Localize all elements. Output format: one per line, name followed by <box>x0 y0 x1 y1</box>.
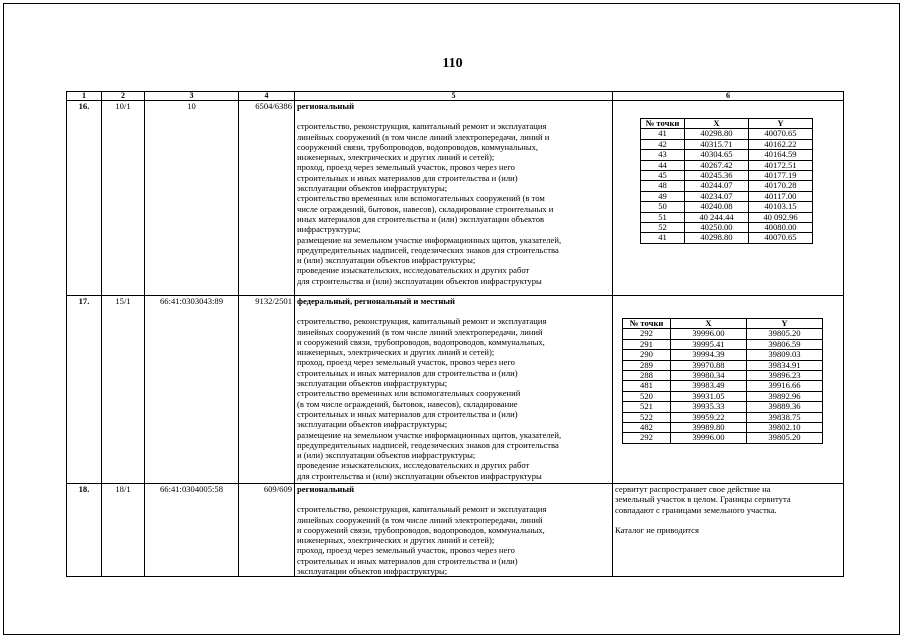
x-value: 39989.80 <box>671 423 747 433</box>
y-value: 39805.20 <box>747 433 823 443</box>
coordinate-row <box>641 191 813 201</box>
purpose-line: линейных сооружений (в том числе линий электропередачи, линий и <box>297 131 550 142</box>
x-value: 40234.07 <box>685 191 749 201</box>
area-value: 6504/6386 <box>239 101 295 296</box>
x-value: 40315.71 <box>685 139 749 149</box>
header-cell: 2 <box>102 92 145 101</box>
coordinate-row <box>641 233 813 243</box>
purpose-line: числе ограждений, бытовок, навесов), складирование строительных и <box>297 203 554 214</box>
coordinate-row <box>623 412 823 422</box>
coordinate-row <box>641 139 813 149</box>
y-value: 40080.00 <box>749 223 813 233</box>
point-id: 51 <box>641 212 685 222</box>
area-value: 9132/2501 <box>239 296 295 484</box>
y-value: 40 092.96 <box>749 212 813 222</box>
coordinates-table <box>622 318 823 444</box>
x-column-header: X <box>685 119 749 129</box>
page-number: 110 <box>442 56 463 71</box>
x-value: 39970.88 <box>671 360 747 370</box>
point-column-header: № точки <box>641 119 685 129</box>
point-id: 50 <box>641 202 685 212</box>
coordinate-row <box>623 371 823 381</box>
y-value: 39916.66 <box>747 381 823 391</box>
purpose-line: для строительства и (или) эксплуатации объектов инфраструктуры <box>297 470 542 481</box>
cadastral-number: 66:41:0303043:89 <box>145 296 239 484</box>
point-id: 41 <box>641 233 685 243</box>
y-value: 39802.10 <box>747 423 823 433</box>
point-id: 44 <box>641 160 685 170</box>
y-value: 39834.91 <box>747 360 823 370</box>
purpose-line: иных материалов для строительства и (или) эксплуатации объектов <box>297 213 545 224</box>
plot-number: 10/1 <box>102 101 145 296</box>
y-value: 40162.22 <box>749 139 813 149</box>
header-cell: 1 <box>67 92 102 101</box>
y-value: 40172.51 <box>749 160 813 170</box>
point-id: 482 <box>623 423 671 433</box>
purpose-line: строительство, реконструкция, капитальный ремонт и эксплуатация <box>297 316 547 327</box>
x-value: 40244.07 <box>685 181 749 191</box>
purpose-line: проход, проезд через земельный участок, провоз через него <box>297 545 515 556</box>
purpose-line: инженерных, электрических и других линий и сетей); <box>297 347 495 358</box>
purpose-line: проход, проезд через земельный участок, провоз через него <box>297 162 515 173</box>
point-id: 481 <box>623 381 671 391</box>
purpose-line: линейных сооружений (в том числе линий электропередачи, линий <box>297 514 543 525</box>
purpose-line: эксплуатации объектов инфраструктуры; <box>297 378 448 389</box>
purpose-line: строительных и иных материалов для строительства и (или) <box>297 408 518 419</box>
y-value: 40117.00 <box>749 191 813 201</box>
purpose-cell <box>295 101 613 296</box>
x-value: 39931.05 <box>671 391 747 401</box>
point-id: 291 <box>623 339 671 349</box>
servitude-type: федеральный, региональный и местный <box>297 296 455 306</box>
x-value: 40240.08 <box>685 202 749 212</box>
purpose-line: размещение на земельном участке информационных щитов, указателей, <box>297 234 562 245</box>
point-id: 292 <box>623 329 671 339</box>
cadastral-number: 66:41:0304005:58 <box>145 484 239 577</box>
servitude-note-line: земельный участок в целом. Границы сервитута <box>615 494 791 505</box>
purpose-line: линейных сооружений (в том числе линий электропередачи, линий <box>297 326 543 337</box>
x-value: 39996.00 <box>671 329 747 339</box>
header-cell: 5 <box>295 92 613 101</box>
y-value: 40170.28 <box>749 181 813 191</box>
purpose-line: и (или) эксплуатации объектов инфраструктуры; <box>297 450 476 461</box>
y-value: 39889.36 <box>747 402 823 412</box>
coordinate-row <box>623 433 823 443</box>
x-value: 39959.22 <box>671 412 747 422</box>
x-value: 40298.80 <box>685 233 749 243</box>
catalog-note: Каталог не приводится <box>615 524 699 535</box>
x-value: 40250.00 <box>685 223 749 233</box>
y-value: 39838.75 <box>747 412 823 422</box>
area-value: 609/609 <box>239 484 295 577</box>
plot-number: 18/1 <box>102 484 145 577</box>
coordinates-table <box>640 118 813 244</box>
purpose-line: эксплуатации объектов инфраструктуры; <box>297 419 448 430</box>
purpose-cell <box>295 296 613 484</box>
purpose-line: инфраструктуры; <box>297 224 361 235</box>
plot-number: 15/1 <box>102 296 145 484</box>
table-row <box>67 101 844 296</box>
purpose-line: (в том числе ограждений, бытовок, навесов), складирование <box>297 398 518 409</box>
row-number: 17. <box>67 296 102 484</box>
purpose-line: и сооружений связи, трубопроводов, водопроводов, коммунальных, <box>297 524 545 535</box>
y-value: 39892.96 <box>747 391 823 401</box>
coordinate-row <box>641 181 813 191</box>
coordinate-row <box>623 360 823 370</box>
coordinate-row <box>641 223 813 233</box>
purpose-line: размещение на земельном участке информационных щитов, указателей, <box>297 429 562 440</box>
x-value: 40298.80 <box>685 129 749 139</box>
x-value: 39996.00 <box>671 433 747 443</box>
x-value: 40267.42 <box>685 160 749 170</box>
coordinate-row <box>623 381 823 391</box>
coordinate-row <box>623 423 823 433</box>
point-id: 521 <box>623 402 671 412</box>
point-id: 42 <box>641 139 685 149</box>
purpose-line: строительных и иных материалов для строительства и (или) <box>297 172 518 183</box>
purpose-line: и (или) эксплуатации объектов инфраструктуры; <box>297 255 476 266</box>
servitude-note-line: совпадают с границами земельного участка. <box>615 504 777 515</box>
y-value: 39809.03 <box>747 350 823 360</box>
point-id: 49 <box>641 191 685 201</box>
y-column-header: Y <box>749 119 813 129</box>
y-value: 40103.15 <box>749 202 813 212</box>
purpose-cell <box>295 484 613 577</box>
point-id: 43 <box>641 150 685 160</box>
point-id: 45 <box>641 171 685 181</box>
purpose-line: инженерных, электрических и других линий и сетей); <box>297 535 495 546</box>
table-row <box>67 296 844 484</box>
point-id: 520 <box>623 391 671 401</box>
coordinate-row <box>641 160 813 170</box>
y-value: 40164.59 <box>749 150 813 160</box>
coordinate-row <box>623 339 823 349</box>
purpose-line: строительство, реконструкция, капитальный ремонт и эксплуатация <box>297 504 547 515</box>
point-id: 48 <box>641 181 685 191</box>
purpose-line: проведение изыскательских, исследовательских и других работ <box>297 460 530 471</box>
coordinate-row <box>641 202 813 212</box>
purpose-line: и сооружений связи, трубопроводов, водопроводов, коммунальных, <box>297 336 545 347</box>
servitude-note-line: сервитут распространяет свое действие на <box>615 484 771 494</box>
row-number: 16. <box>67 101 102 296</box>
purpose-line: эксплуатации объектов инфраструктуры; <box>297 566 448 577</box>
header-cell: 3 <box>145 92 239 101</box>
purpose-line: проход, проезд через земельный участок, провоз через него <box>297 357 515 368</box>
purpose-line: строительство, реконструкция, капитальный ремонт и эксплуатация <box>297 121 547 132</box>
coordinate-row <box>623 350 823 360</box>
x-value: 39983.49 <box>671 381 747 391</box>
x-value: 40 244.44 <box>685 212 749 222</box>
x-value: 40304.65 <box>685 150 749 160</box>
point-id: 52 <box>641 223 685 233</box>
x-column-header: X <box>671 319 747 329</box>
purpose-line: строительство временных или вспомогательных сооружений <box>297 388 521 399</box>
coordinate-row <box>623 391 823 401</box>
y-value: 39806.59 <box>747 339 823 349</box>
coordinate-row <box>623 402 823 412</box>
y-value: 39896.23 <box>747 371 823 381</box>
purpose-line: эксплуатации объектов инфраструктуры; <box>297 183 448 194</box>
purpose-line: строительство временных или вспомогательных сооружений (в том <box>297 193 545 204</box>
point-id: 288 <box>623 371 671 381</box>
servitude-type: региональный <box>297 484 355 494</box>
y-value: 40070.65 <box>749 129 813 139</box>
purpose-line: предупредительных надписей, геодезических знаков для строительства <box>297 244 559 255</box>
servitude-table <box>66 91 844 577</box>
purpose-line: инженерных, электрических и других линий и сетей); <box>297 152 495 163</box>
y-value: 40070.65 <box>749 233 813 243</box>
y-value: 39805.20 <box>747 329 823 339</box>
table-row <box>67 484 844 577</box>
point-id: 289 <box>623 360 671 370</box>
coordinates-cell <box>613 101 844 296</box>
point-id: 290 <box>623 350 671 360</box>
x-value: 39995.41 <box>671 339 747 349</box>
purpose-line: предупредительных надписей, геодезических знаков для строительства <box>297 439 559 450</box>
coordinate-row <box>623 329 823 339</box>
y-column-header: Y <box>747 319 823 329</box>
x-value: 40245.36 <box>685 171 749 181</box>
point-id: 41 <box>641 129 685 139</box>
x-value: 39994.39 <box>671 350 747 360</box>
purpose-line: сооружений связи, трубопроводов, водопроводов, коммунальных, <box>297 141 539 152</box>
x-value: 39980.34 <box>671 371 747 381</box>
header-cell: 6 <box>613 92 844 101</box>
coordinates-header <box>641 119 813 129</box>
coordinate-row <box>641 212 813 222</box>
purpose-line: проведение изыскательских, исследовательских и других работ <box>297 265 530 276</box>
point-column-header: № точки <box>623 319 671 329</box>
point-id: 292 <box>623 433 671 443</box>
x-value: 39935.33 <box>671 402 747 412</box>
purpose-line: строительных и иных материалов для строительства и (или) <box>297 367 518 378</box>
coordinates-header <box>623 319 823 329</box>
point-id: 522 <box>623 412 671 422</box>
purpose-line: для строительства и (или) эксплуатации объектов инфраструктуры <box>297 275 542 286</box>
header-cell: 4 <box>239 92 295 101</box>
column-number-row <box>67 92 844 101</box>
row-number: 18. <box>67 484 102 577</box>
coordinate-row <box>641 150 813 160</box>
coordinates-cell <box>613 296 844 484</box>
purpose-line: строительных и иных материалов для строительства и (или) <box>297 555 518 566</box>
coordinate-row <box>641 129 813 139</box>
cadastral-number: 10 <box>145 101 239 296</box>
servitude-type: региональный <box>297 101 355 111</box>
coordinate-row <box>641 171 813 181</box>
servitude-note-cell <box>613 484 844 577</box>
y-value: 40177.19 <box>749 171 813 181</box>
